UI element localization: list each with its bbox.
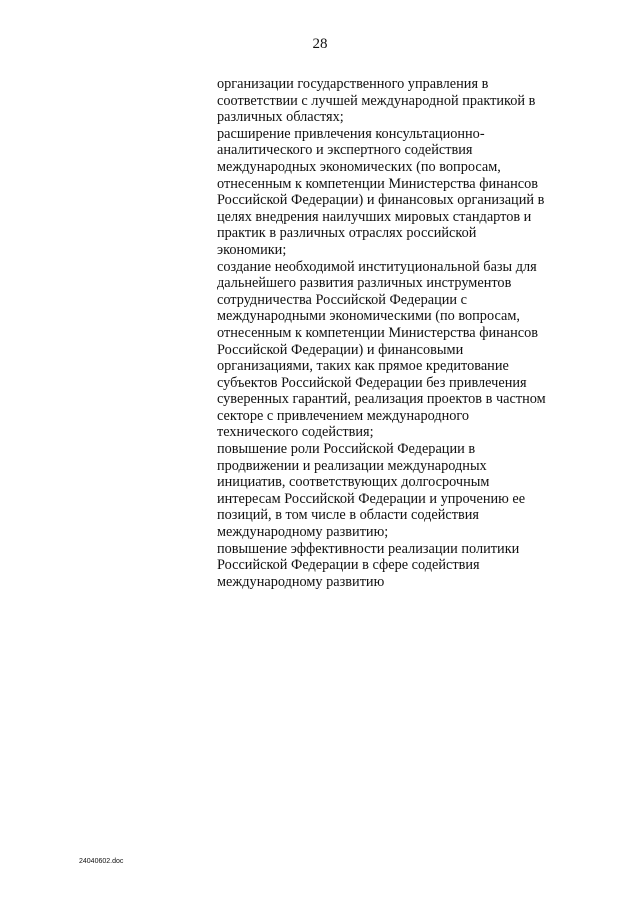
text-line: позиций, в том числе в области содействия xyxy=(217,507,479,524)
text-line: инициатив, соответствующих долгосрочным xyxy=(217,474,490,491)
text-line: продвижении и реализации международных xyxy=(217,457,487,474)
text-line: интересам Российской Федерации и упрочению ее xyxy=(217,490,526,507)
text-line: аналитического и экспертного содействия xyxy=(217,142,473,159)
text-line: целях внедрения наилучших мировых стандартов и xyxy=(217,208,532,225)
text-line: международных экономических (по вопросам, xyxy=(217,158,501,175)
text-line: экономики; xyxy=(217,241,287,258)
text-line: соответствии с лучшей международной практикой в xyxy=(217,92,536,109)
text-line: дальнейшего развития различных инструментов xyxy=(217,275,512,292)
text-line: технического содействия; xyxy=(217,424,374,441)
text-line: отнесенным к компетенции Министерства финансов xyxy=(217,175,539,192)
text-line: международными экономическими (по вопросам, xyxy=(217,308,520,325)
document-code: 24040602.doc xyxy=(79,858,124,865)
text-line: международному развитию xyxy=(217,573,385,590)
text-line: международному развитию; xyxy=(217,524,389,541)
page-number: 28 xyxy=(312,36,328,52)
text-line: организации государственного управления в xyxy=(217,76,489,92)
text-line: организациями, таких как прямое кредитование xyxy=(217,358,509,375)
text-line: различных областях; xyxy=(217,109,344,126)
text-line: Российской Федерации) и финансовых организаций в xyxy=(217,192,545,209)
text-line: повышение эффективности реализации политики xyxy=(217,540,520,557)
text-line: создание необходимой институциональной базы для xyxy=(217,258,537,275)
text-line: Российской Федерации в сфере содействия xyxy=(217,557,480,574)
text-line: повышение роли Российской Федерации в xyxy=(217,441,476,458)
document-body xyxy=(217,76,577,590)
text-line: субъектов Российской Федерации без привлечения xyxy=(217,374,527,391)
text-line: практик в различных отраслях российской xyxy=(217,225,477,242)
text-line: секторе с привлечением международного xyxy=(217,407,470,424)
text-line: суверенных гарантий, реализация проектов в частном xyxy=(217,391,546,408)
text-line: сотрудничества Российской Федерации с xyxy=(217,291,467,308)
text-line: Российской Федерации) и финансовыми xyxy=(217,341,464,358)
text-line: расширение привлечения консультационно- xyxy=(217,125,485,142)
text-line: отнесенным к компетенции Министерства финансов xyxy=(217,324,539,341)
